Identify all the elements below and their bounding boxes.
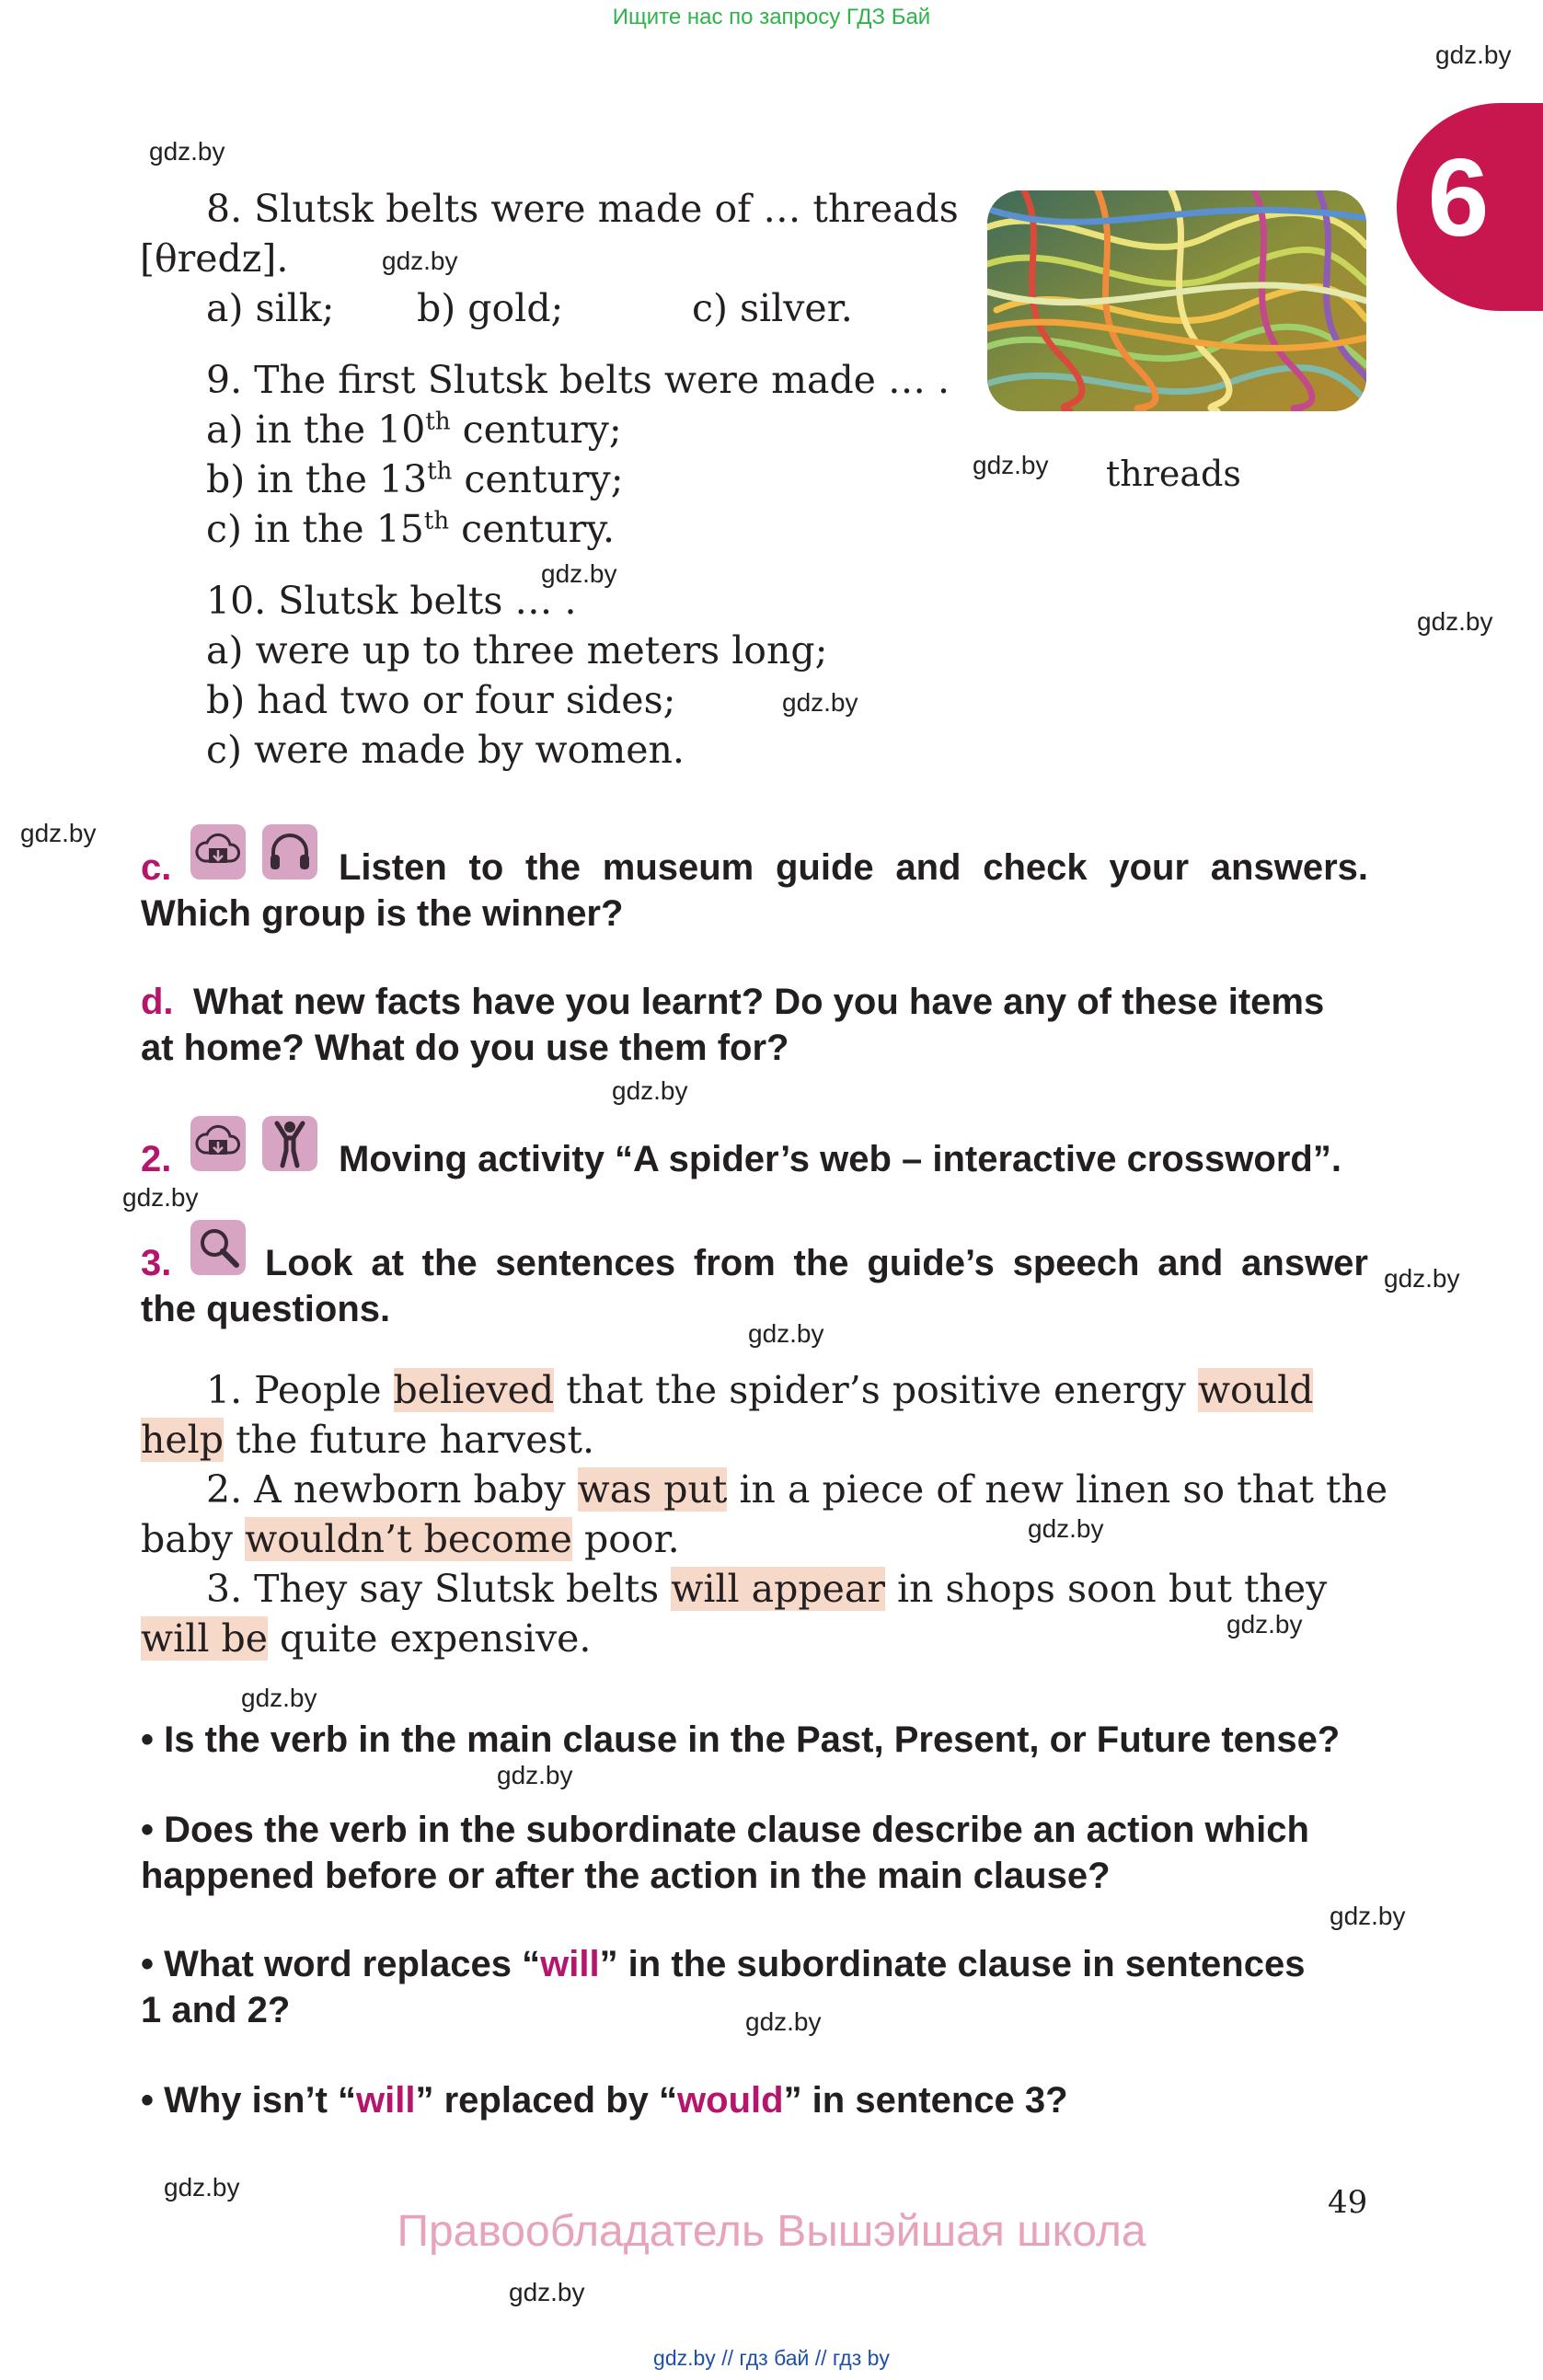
q8-option-b: b) gold; xyxy=(417,286,564,330)
watermark: gdz.by xyxy=(509,2278,585,2306)
watermark: gdz.by xyxy=(149,137,225,166)
highlight: was put xyxy=(577,1467,728,1512)
watermark: gdz.by xyxy=(973,451,1049,479)
highlight: believed xyxy=(393,1368,555,1412)
copyright: Правообладатель Вышэйшая школа xyxy=(397,2207,1146,2256)
watermark: gdz.by xyxy=(1028,1514,1104,1543)
task-3-label: 3. xyxy=(141,1243,172,1283)
watermark: gdz.by xyxy=(541,559,617,588)
watermark: gdz.by xyxy=(1226,1610,1303,1638)
page-number: 49 xyxy=(1328,2184,1368,2221)
task-d-text: What new facts have you learnt? Do you have any of these items xyxy=(193,982,1325,1022)
watermark: gdz.by xyxy=(612,1076,688,1105)
task-d-label: d. xyxy=(141,982,174,1022)
watermark: gdz.by xyxy=(164,2173,240,2202)
q8-stem: 8. Slutsk belts were made of … threads xyxy=(206,187,959,231)
sentence-1-cont: help the future harvest. xyxy=(141,1418,595,1462)
watermark: gdz.by xyxy=(241,1684,317,1712)
cloud-download-icon xyxy=(190,1116,246,1171)
q8-option-a: a) silk; xyxy=(206,286,335,330)
watermark: gdz.by xyxy=(20,819,97,847)
moving-person-icon xyxy=(262,1116,317,1171)
unit-number: 6 xyxy=(1427,136,1490,259)
watermark: gdz.by xyxy=(782,688,858,717)
watermark: gdz.by xyxy=(1384,1264,1460,1293)
q9-option-a: a) in the 10th century; xyxy=(206,408,622,452)
watermark: gdz.by xyxy=(382,247,458,275)
threads-image xyxy=(987,190,1366,411)
watermark: gdz.by xyxy=(497,1761,573,1789)
question-2-cont: happened before or after the action in the main clause? xyxy=(141,1856,1111,1896)
headphones-icon xyxy=(262,824,317,880)
question-2: • Does the verb in the subordinate clause describe an action which xyxy=(141,1810,1309,1850)
image-caption: threads xyxy=(1106,454,1241,494)
highlight: would xyxy=(1197,1368,1314,1412)
watermark: gdz.by xyxy=(1435,40,1512,69)
watermark: gdz.by xyxy=(748,1319,824,1348)
highlight: will be xyxy=(141,1616,268,1661)
cloud-download-icon xyxy=(190,824,246,880)
question-1: • Is the verb in the main clause in the Past, Present, or Future tense? xyxy=(141,1719,1341,1760)
highlight: will appear xyxy=(671,1567,885,1611)
magnifier-icon xyxy=(190,1220,246,1275)
watermark: gdz.by xyxy=(1330,1902,1406,1930)
top-banner: Ищите нас по запросу ГДЗ Бай xyxy=(612,5,931,29)
sentence-2-cont: baby wouldn’t become poor. xyxy=(141,1517,680,1561)
q10-option-c: c) were made by women. xyxy=(206,728,685,772)
task-3-text: Look at the sentences from the guide’s speech and answer xyxy=(265,1243,1368,1283)
task-2-label: 2. xyxy=(141,1139,172,1179)
task-c-text: Listen to the museum guide and check your answers. xyxy=(339,847,1368,888)
task-2-text: Moving activity “A spider’s web – interactive crossword”. xyxy=(339,1139,1341,1179)
q9-option-c: c) in the 15th century. xyxy=(206,507,616,551)
sentence-2: 2. A newborn baby was put in a piece of new linen so that the xyxy=(206,1467,1388,1512)
highlight: help xyxy=(141,1418,225,1462)
sentence-1: 1. People believed that the spider’s positive energy would xyxy=(206,1368,1314,1412)
watermark: gdz.by xyxy=(122,1183,199,1212)
task-d-text-cont: at home? What do you use them for? xyxy=(141,1028,789,1068)
footer-links[interactable]: gdz.by // гдз бай // гдз by xyxy=(653,2346,890,2370)
q9-stem: 9. The first Slutsk belts were made … . xyxy=(206,358,950,402)
highlight: wouldn’t become xyxy=(245,1517,572,1561)
watermark: gdz.by xyxy=(745,2007,822,2036)
watermark: gdz.by xyxy=(1417,607,1493,636)
q10-option-a: a) were up to three meters long; xyxy=(206,628,828,673)
q8-option-c: c) silver. xyxy=(692,286,853,330)
q9-option-b: b) in the 13th century; xyxy=(206,457,624,501)
question-3: • What word replaces “will” in the subordinate clause in sentences xyxy=(141,1944,1306,1984)
task-c-label: c. xyxy=(141,847,172,888)
sentence-3: 3. They say Slutsk belts will appear in shops soon but they xyxy=(206,1567,1328,1611)
task-c-text-cont: Which group is the winner? xyxy=(141,893,624,934)
sentence-3-cont: will be quite expensive. xyxy=(141,1616,592,1661)
q10-option-b: b) had two or four sides; xyxy=(206,678,676,722)
task-3-text-cont: the questions. xyxy=(141,1289,391,1329)
q10-stem: 10. Slutsk belts … . xyxy=(206,579,577,623)
q8-stem-cont: [θredz]. xyxy=(140,236,289,281)
question-3-cont: 1 and 2? xyxy=(141,1990,291,2030)
question-4: • Why isn’t “will” replaced by “would” in sentence 3? xyxy=(141,2080,1068,2121)
